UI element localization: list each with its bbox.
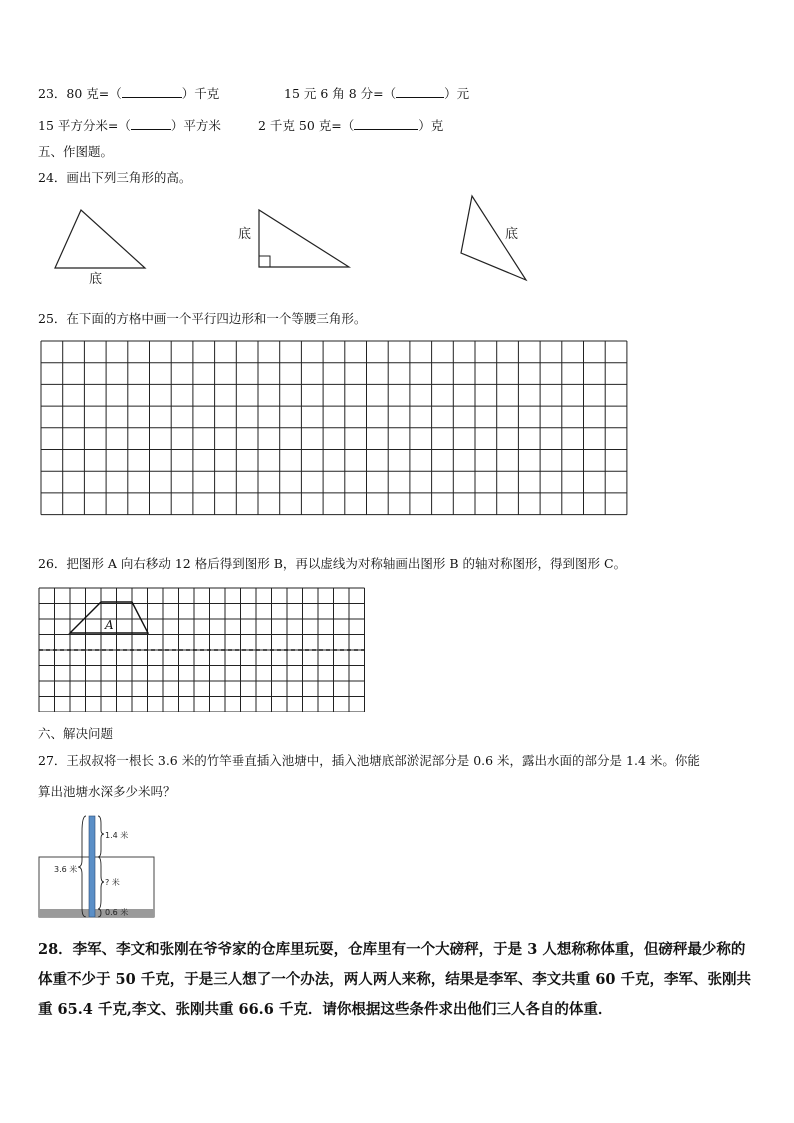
triangle-3-base-label: 底 bbox=[505, 227, 519, 242]
brace-top bbox=[98, 816, 104, 857]
q23-item3-blank[interactable] bbox=[131, 117, 171, 130]
q28-text: 28．李军、李文和张刚在爷爷家的仓库里玩耍，仓库里有一个大磅秤，于是 3 人想称称体重，但磅秤最少称的体重不少于 50 千克，于是三人想了一个办法，两人两人来称，结果是李军、李文共重 60 千克，李军、张刚共重 65.4 千克,李文、张刚共重 66.6 千克．请你根据这些条件求出他们三人各自的体重． bbox=[38, 941, 752, 1018]
bamboo-pole bbox=[89, 816, 95, 917]
q23-item3 bbox=[38, 116, 221, 134]
q23-line1 bbox=[38, 84, 219, 102]
brace-total bbox=[78, 816, 86, 917]
label-total: 3.6 米 bbox=[54, 865, 78, 874]
q24-text: 24．画出下列三角形的高。 bbox=[38, 170, 192, 185]
q27-pond-figure bbox=[38, 812, 168, 922]
q26-grid[interactable] bbox=[38, 587, 368, 712]
triangle-2[interactable] bbox=[259, 210, 349, 267]
q23-item1-blank[interactable] bbox=[122, 85, 182, 98]
q23-item2-right: ）元 bbox=[444, 86, 470, 101]
q23-item3-left: 15 平方分米=（ bbox=[38, 118, 131, 133]
q23-item4-right: ）克 bbox=[418, 118, 444, 133]
q23-item1-left: 80 克=（ bbox=[66, 86, 122, 101]
brace-mid bbox=[98, 857, 104, 909]
q23-number: 23． bbox=[38, 86, 67, 101]
q23-item1-right: ）千克 bbox=[181, 86, 220, 101]
label-top: 1.4 米 bbox=[105, 831, 129, 840]
q23-item4 bbox=[258, 116, 443, 134]
triangle-2-base-label: 底 bbox=[238, 227, 252, 242]
q23-item2 bbox=[284, 84, 469, 102]
right-angle-mark bbox=[259, 256, 270, 267]
grid25-lines bbox=[41, 341, 627, 515]
q25-text: 25．在下面的方格中画一个平行四边形和一个等腰三角形。 bbox=[38, 311, 367, 326]
q23-item4-blank[interactable] bbox=[354, 117, 418, 130]
label-bottom: 0.6 米 bbox=[105, 908, 129, 917]
mud-layer bbox=[39, 909, 154, 917]
q25-grid[interactable] bbox=[40, 340, 630, 543]
q23-item2-blank[interactable] bbox=[396, 85, 444, 98]
q26-text: 26．把图形 A 向右移动 12 格后得到图形 B，再以虚线为对称轴画出图形 B 的轴对称图形，得到图形 C。 bbox=[38, 556, 627, 571]
triangle-1-base-label: 底 bbox=[89, 272, 103, 287]
q24-triangles bbox=[0, 190, 794, 290]
section-5-heading: 五、作图题。 bbox=[38, 144, 114, 159]
q23-item4-left: 2 千克 50 克=（ bbox=[258, 118, 355, 133]
q23-item3-right: ）平方米 bbox=[170, 118, 221, 133]
q27-line2: 算出池塘水深多少米吗？ bbox=[38, 784, 176, 799]
q23-item2-left: 15 元 6 角 8 分=（ bbox=[284, 86, 397, 101]
q27-line1: 27．王叔叔将一根长 3.6 米的竹竿垂直插入池塘中，插入池塘底部淤泥部分是 0.6 米，露出水面的部分是 1.4 米。你能 bbox=[38, 753, 700, 768]
section-6-heading: 六、解决问题 bbox=[38, 726, 114, 741]
label-mid: ? 米 bbox=[105, 878, 120, 887]
triangle-1[interactable] bbox=[55, 210, 145, 268]
shape-a-label: A bbox=[105, 618, 114, 632]
